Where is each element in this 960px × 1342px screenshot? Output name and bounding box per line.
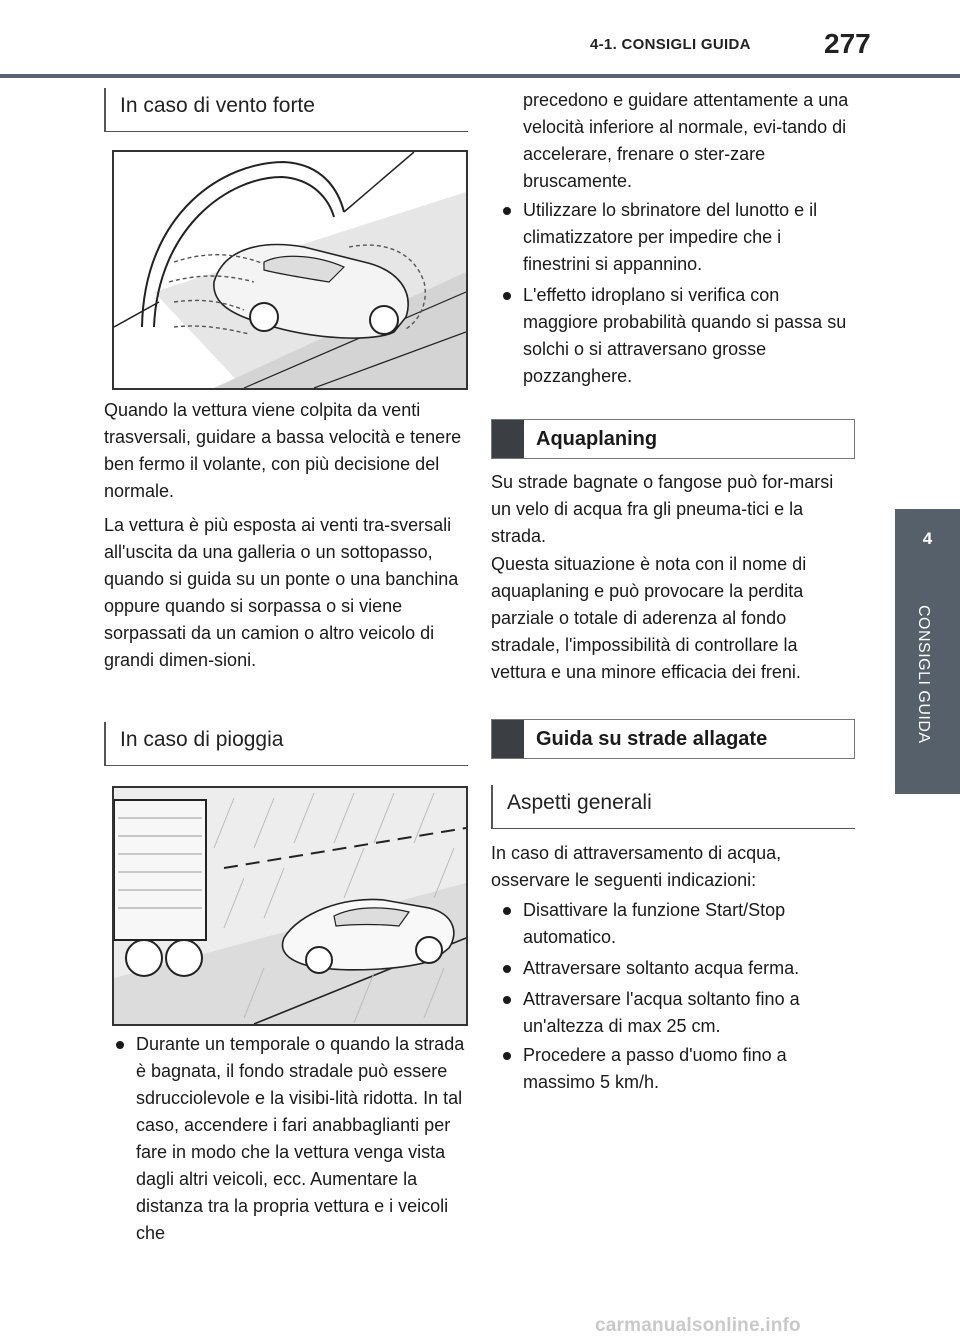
illustration-rain: [112, 786, 468, 1026]
bullet-dot: [503, 907, 511, 915]
heading-bar: [492, 720, 524, 758]
illustration-crosswind: [112, 150, 468, 390]
heading-general-aspects: Aspetti generali: [491, 785, 855, 829]
header-rule: [0, 74, 960, 78]
chapter-number: 4: [922, 529, 933, 548]
aquaplaning-paragraph-2: Questa situazione è nota con il nome di aquaplaning e può provocare la perdita parziale o totale di aderenza al fondo stradale, l'impossibilità di controllare la vettura e una minore efficacia dei freni.: [491, 554, 807, 682]
heading-bar: [492, 420, 524, 458]
general-paragraph: In caso di attraversamento di acqua, osservare le seguenti indicazioni:: [491, 843, 782, 890]
heading-strong-wind: In caso di vento forte: [104, 88, 468, 132]
bullet-dot: [116, 1041, 124, 1049]
wind-paragraph-2: La vettura è più esposta ai venti tra-sversali all'uscita da una galleria o un sottopasso, quando si guida su un ponte o una banchina oppure quando si sorpassa o si viene sorpassati da un camion o altro veicolo di grandi dimen-sioni.: [104, 515, 459, 670]
heading-aquaplaning: Aquaplaning: [491, 419, 855, 459]
heading-flooded-roads: Guida su strade allagate: [491, 719, 855, 759]
watermark: carmanualsonline.info: [595, 1315, 801, 1336]
chapter-side-tab: [895, 509, 960, 794]
chapter-label: CONSIGLI GUIDA: [915, 605, 932, 744]
bullet-dot: [503, 292, 511, 300]
bullet-dot: [503, 965, 511, 973]
aquaplaning-paragraph-1: Su strade bagnate o fangose può for-marsi un velo di acqua fra gli pneuma-tici e la strada.: [491, 472, 834, 546]
page-number: 277: [824, 28, 871, 59]
bullet-dot: [503, 996, 511, 1004]
heading-rain: In caso di pioggia: [104, 722, 468, 766]
bullet-dot: [503, 1052, 511, 1060]
wind-paragraph-1: Quando la vettura viene colpita da venti trasversali, guidare a bassa velocità e tenere ben fermo il volante, con più decisione del normale.: [104, 400, 462, 501]
bullet-dot: [503, 207, 511, 215]
section-title: 4-1. CONSIGLI GUIDA: [590, 36, 751, 53]
